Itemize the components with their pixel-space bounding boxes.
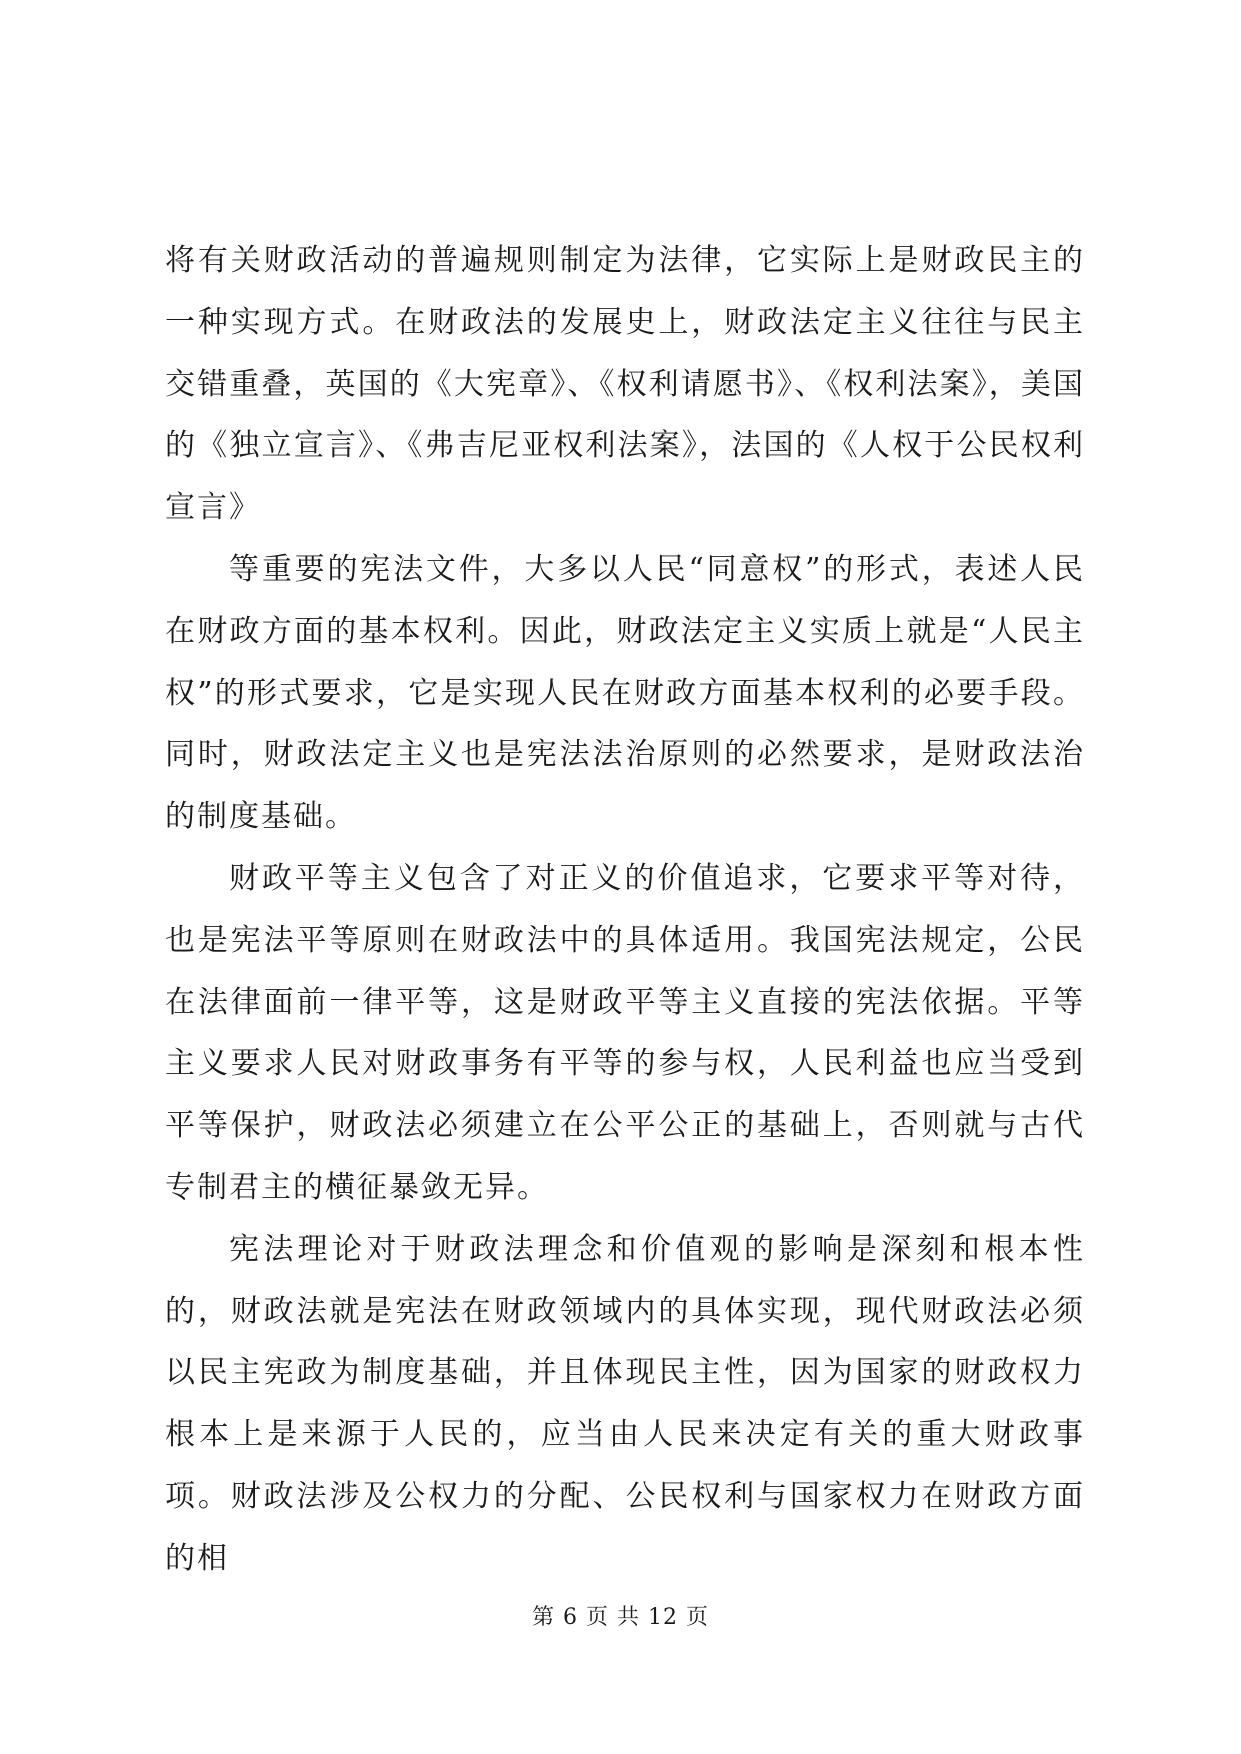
paragraph-3: 财政平等主义包含了对正义的价值追求，它要求平等对待，也是宪法平等原则在财政法中的具体适用。我国宪法规定，公民在法律面前一律平等，这是财政平等主义直接的宪法依据。平等主义要求人民对财政事务有平等的参与权，人民利益也应当受到平等保护，财政法必须建立在公平公正的基础上，否则就与古代专制君主的横征暴敛无异。 xyxy=(165,860,1085,1205)
paragraph-1: 将有关财政活动的普遍规则制定为法律，它实际上是财政民主的一种实现方式。在财政法的发展史上，财政法定主义往往与民主交错重叠，英国的《大宪章》、《权利请愿书》、《权利法案》，美国的《独立宣言》、《弗吉尼亚权利法案》，法国的《人权于公民权利宣言》 xyxy=(165,243,1085,526)
page-number-footer: 第 6 页 共 12 页 xyxy=(532,1605,709,1630)
paragraph-2: 等重要的宪法文件，大多以人民“同意权”的形式，表述人民在财政方面的基本权利。因此，财政法定主义实质上就是“人民主权”的形式要求，它是实现人民在财政方面基本权利的必要手段。同时，财政法定主义也是宪法法治原则的必然要求，是财政法治的制度基础。 xyxy=(165,551,1085,835)
paragraph-4: 宪法理论对于财政法理念和价值观的影响是深刻和根本性的，财政法就是宪法在财政领域内的具体实现，现代财政法必须以民主宪政为制度基础，并且体现民主性，因为国家的财政权力根本上是来源于人民的，应当由人民来决定有关的重大财政事项。财政法涉及公权力的分配、公民权利与国家权力在财政方面的相 xyxy=(165,1231,1085,1576)
body-text xyxy=(165,230,1085,1590)
